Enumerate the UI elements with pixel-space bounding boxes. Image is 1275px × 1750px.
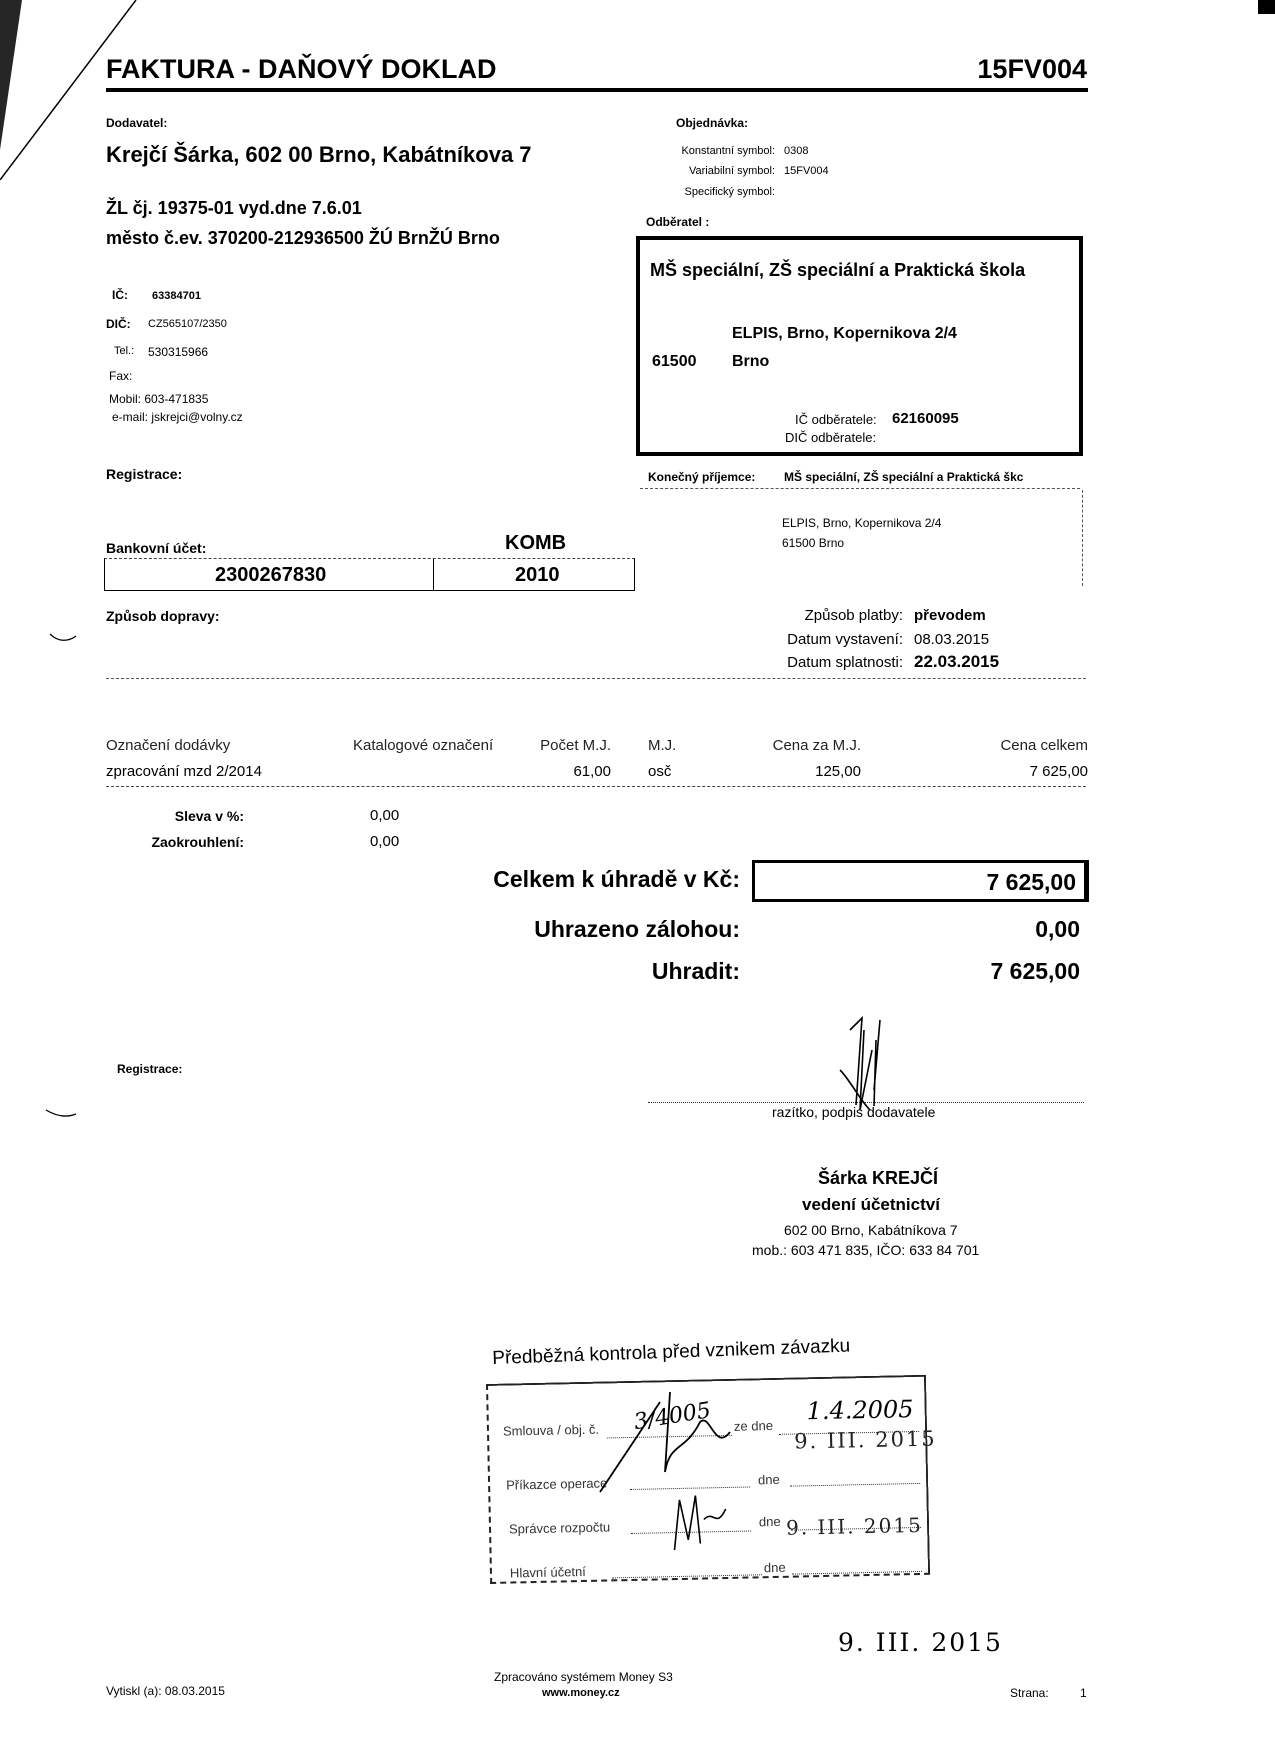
row-designation: zpracování mzd 2/2014 (106, 763, 262, 780)
supplier-email: e-mail: jskrejci@volny.cz (112, 410, 243, 424)
footer-web: www.money.cz (542, 1687, 620, 1699)
spec-symbol-label: Specifický symbol: (684, 186, 775, 198)
customer-street: ELPIS, Brno, Kopernikova 2/4 (732, 325, 957, 342)
final-recipient-street: ELPIS, Brno, Kopernikova 2/4 (782, 516, 942, 530)
issue-date: 08.03.2015 (914, 631, 990, 648)
var-symbol-value: 15FV004 (784, 165, 829, 177)
advance-label: Uhrazeno zálohou: (534, 916, 740, 942)
konst-symbol-value: 0308 (784, 145, 809, 157)
supplier-zl: ŽL čj. 19375-01 vyd.dne 7.6.01 (106, 198, 362, 218)
bank-code: 2010 (515, 564, 560, 586)
prikazce-label: Příkazce operace (505, 1475, 608, 1493)
scan-margin-mark (48, 632, 78, 644)
supplier-tel: 530315966 (148, 345, 209, 359)
col-header-qty: Počet M.J. (540, 737, 611, 754)
customer-city: Brno (732, 353, 770, 370)
sleva-value: 0,00 (370, 807, 400, 824)
smlouva-value: 3/4005 (632, 1398, 713, 1436)
stamp-address: 602 00 Brno, Kabátníkova 7 (784, 1222, 958, 1238)
final-recipient-label: Konečný příjemce: (648, 470, 756, 484)
date-stamp-1: 9. III. 2015 (794, 1426, 937, 1454)
customer-ic-label: IČ odběratele: (795, 412, 877, 427)
prikazce-dne-line (790, 1483, 920, 1487)
customer-ic: 62160095 (892, 410, 959, 427)
pay-value: 7 625,00 (990, 958, 1080, 984)
stamp-contact: mob.: 603 471 835, IČO: 633 84 701 (752, 1242, 980, 1258)
footer-printed: Vytiskl (a): 08.03.2015 (106, 1684, 225, 1698)
pay-label: Uhradit: (651, 958, 740, 984)
stamp-scribble (590, 1382, 765, 1502)
footer-system: Zpracováno systémem Money S3 (494, 1670, 673, 1684)
prikazce-dne: dne (757, 1471, 780, 1488)
order-label: Objednávka: (676, 116, 749, 130)
due-date-label: Datum splatnosti: (787, 654, 903, 671)
konst-symbol-label: Konstantní symbol: (681, 145, 775, 157)
scan-margin-mark (44, 1108, 78, 1120)
supplier-mobil: Mobil: 603-471835 (109, 392, 209, 406)
final-recipient-rule (640, 488, 1080, 489)
advance-value: 0,00 (1035, 916, 1080, 942)
bank-label: Bankovní účet: (106, 540, 207, 556)
document-number: 15FV004 (977, 54, 1087, 84)
date-stamp-2: 9. III. 2015 (785, 1512, 924, 1540)
supplier-dic: CZ565107/2350 (148, 318, 227, 330)
footer-page-number: 1 (1080, 1686, 1087, 1700)
spravce-dne: dne (758, 1513, 781, 1530)
delivery-label: Způsob dopravy: (106, 608, 220, 624)
col-header-unit-price: Cena za M.J. (772, 737, 861, 754)
customer-label: Odběratel : (646, 215, 710, 229)
date-stamp-3: 9. III. 2015 (838, 1628, 1003, 1657)
col-header-designation: Označení dodávky (106, 737, 231, 754)
supplier-name-address: Krejčí Šárka, 602 00 Brno, Kabátníkova 7 (106, 142, 532, 167)
hlavni-dne: dne (763, 1559, 786, 1576)
customer-zip: 61500 (652, 353, 697, 370)
footer-page-label: Strana: (1010, 1686, 1049, 1700)
customer-dic-label: DIČ odběratele: (785, 430, 877, 445)
registrace-label: Registrace: (106, 466, 183, 482)
signature-caption: razítko, podpis dodavatele (772, 1104, 936, 1120)
zaokr-value: 0,00 (370, 833, 400, 850)
customer-name: MŠ speciální, ZŠ speciální a Praktická škola (650, 260, 1026, 280)
ze-dne-value: 1.4.2005 (806, 1395, 914, 1426)
bank-box-divider (433, 559, 434, 590)
title-rule (106, 88, 1088, 92)
col-header-catalog: Katalogové označení (353, 737, 494, 754)
stamp-name: Šárka KREJČÍ (818, 1168, 939, 1188)
total-value: 7 625,00 (986, 869, 1076, 895)
table-rule (106, 786, 1086, 787)
control-stamp-title: Předběžná kontrola před vznikem závazku (492, 1335, 851, 1369)
bank-account-box (104, 558, 635, 591)
spravce-label: Správce rozpočtu (508, 1519, 611, 1537)
supplier-ic: 63384701 (152, 290, 201, 302)
bank-account: 2300267830 (215, 564, 327, 586)
row-unit-price: 125,00 (815, 763, 861, 780)
final-recipient-city: 61500 Brno (782, 536, 845, 550)
total-label: Celkem k úhradě v Kč: (493, 866, 740, 892)
customer-box (636, 236, 1083, 456)
total-box (752, 860, 1089, 902)
supplier-label: Dodavatel: (106, 116, 168, 130)
row-unit: osč (648, 763, 672, 780)
payment-method-label: Způsob platby: (804, 607, 903, 624)
final-recipient-name: MŠ speciální, ZŠ speciální a Praktická škc (784, 470, 1024, 484)
col-header-total: Cena celkem (1000, 737, 1088, 754)
hlavni-label: Hlavní účetní (509, 1563, 586, 1581)
due-date: 22.03.2015 (914, 652, 1000, 671)
row-total: 7 625,00 (1029, 763, 1088, 780)
bank-name: KOMB (505, 532, 567, 554)
supplier-ic-label: IČ: (112, 288, 128, 302)
var-symbol-label: Variabilní symbol: (689, 165, 775, 177)
hlavni-line (612, 1574, 762, 1578)
zaokr-label: Zaokrouhlení: (151, 834, 244, 850)
hlavni-dne-line (792, 1571, 922, 1575)
supplier-mesto: město č.ev. 370200-212936500 ŽÚ BrnŽÚ Brno (106, 228, 500, 248)
issue-date-label: Datum vystavení: (787, 631, 903, 648)
row-qty: 61,00 (573, 763, 611, 780)
document-title: FAKTURA - DAŇOVÝ DOKLAD (106, 54, 497, 84)
final-recipient-edge (1082, 490, 1083, 586)
supplier-tel-label: Tel.: (114, 345, 135, 357)
stamp-role: vedení účetnictví (802, 1195, 940, 1214)
registrace2-label: Registrace: (117, 1062, 183, 1076)
supplier-signature (820, 1010, 900, 1120)
supplier-fax-label: Fax: (109, 369, 133, 383)
smlouva-label: Smlouva / obj. č. (502, 1421, 600, 1439)
scan-edge-mark (1258, 0, 1275, 14)
supplier-dic-label: DIČ: (106, 317, 131, 331)
col-header-unit: M.J. (648, 737, 677, 754)
sleva-label: Sleva v %: (174, 808, 244, 824)
payment-rule (106, 678, 1086, 679)
payment-method: převodem (914, 607, 986, 624)
ze-dne-label: ze dne (733, 1418, 774, 1434)
